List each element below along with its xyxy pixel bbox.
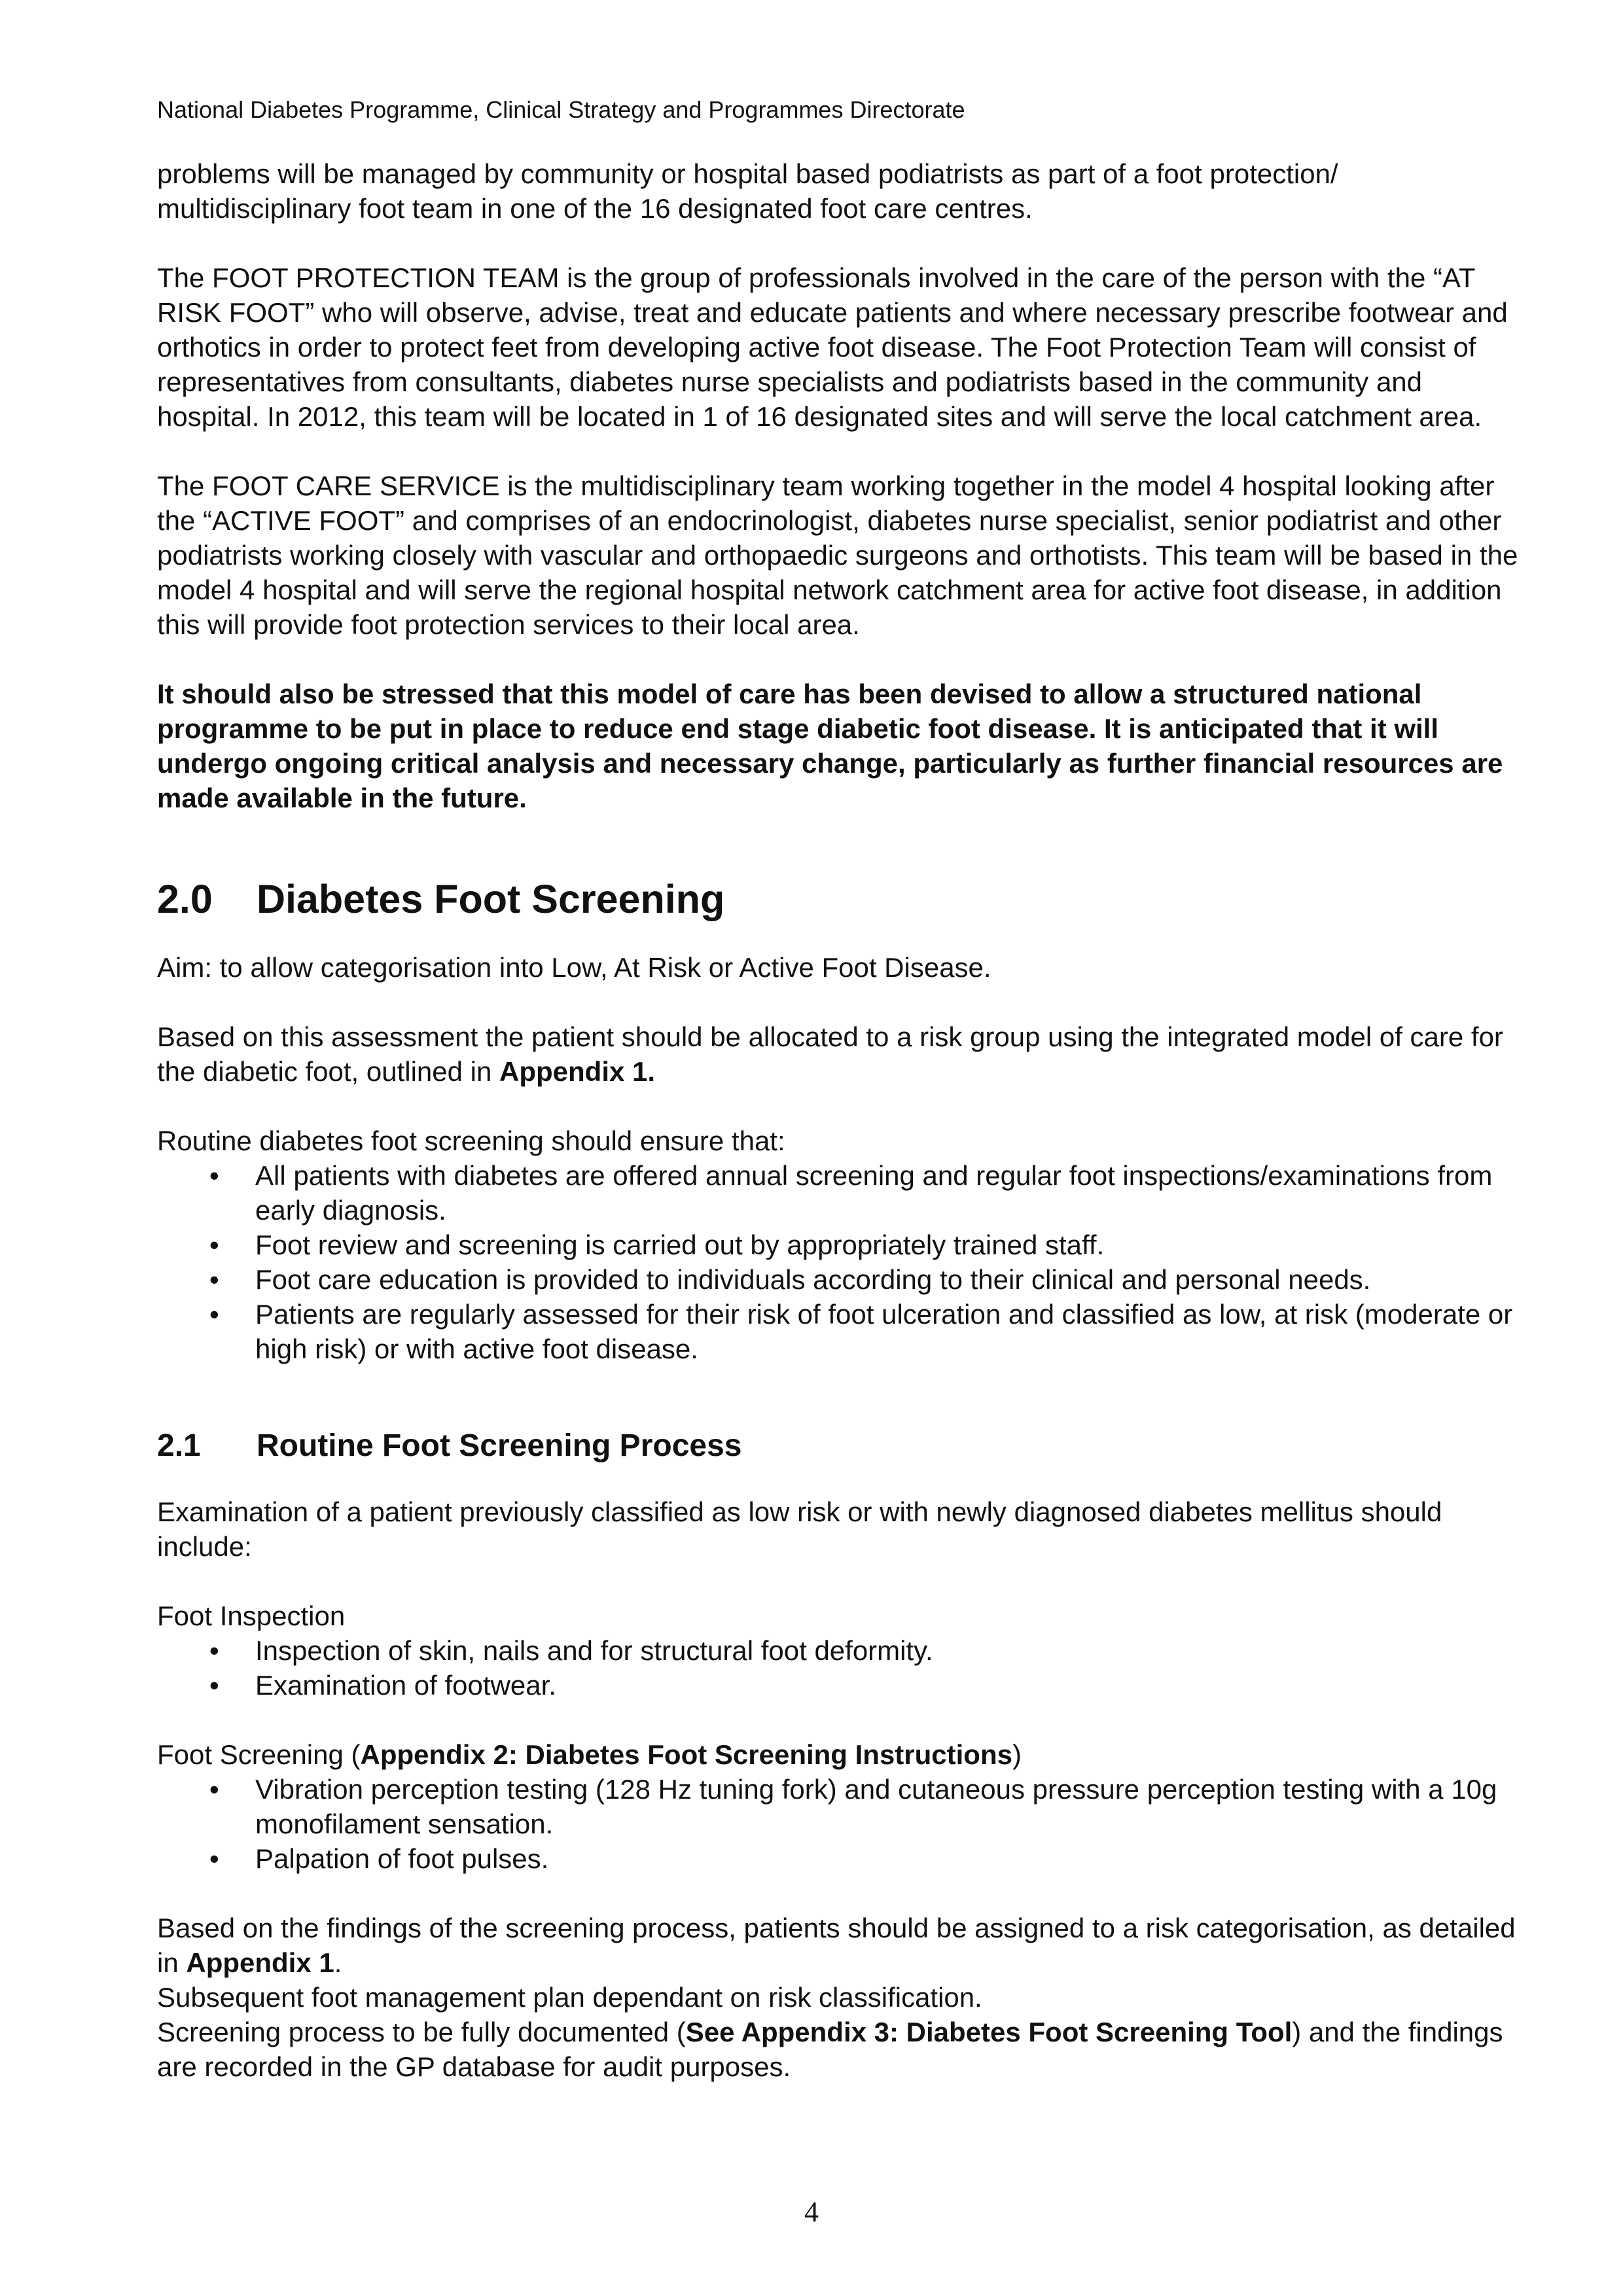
exam-intro-paragraph: Examination of a patient previously classified as low risk or with newly diagnosed diabetes mellitus should include: [157,1496,1442,1562]
list-item-text: All patients with diabetes are offered annual screening and regular foot inspections/examinations from early diagnosis. [255,1160,1493,1226]
section-2-heading [157,874,1531,924]
management-plan-line: Subsequent foot management plan dependant on risk classification. [157,1982,982,2013]
assessment-text: Based on this assessment the patient should be allocated to a risk group using the integrated model of care for the diabetic foot, outlined in [157,1021,1503,1087]
list-item-text: Patients are regularly assessed for their risk of foot ulceration and classified as low, at risk (moderate or high risk) or with active foot disease. [255,1299,1513,1364]
findings-text: Based on the findings of the screening process, patients should be assigned to a risk categorisation, as detailed in [157,1913,1516,1978]
documentation-prefix: Screening process to be fully documented ( [157,2017,686,2047]
appendix-1-reference: Appendix 1 [186,1947,334,1978]
list-item-text: Foot care education is provided to individuals according to their clinical and personal needs. [255,1264,1371,1295]
intro-paragraph: problems will be managed by community or hospital based podiatrists as part of a foot protection/ multidisciplinary foot team in one of the 16 designated foot care centres. [157,158,1338,224]
stress-note-text: It should also be stressed that this model of care has been devised to allow a structured national programme to be put in place to reduce end stage diabetic foot disease. It is anticipated that it will undergo ongoing critical analysis and necessary change, particularly as further financial resources are made available in the future. [157,679,1503,813]
list-item-text: Vibration perception testing (128 Hz tuning fork) and cutaneous pressure perception testing with a 10g monofilament sensation. [255,1774,1497,1839]
foot-care-service-paragraph: The FOOT CARE SERVICE is the multidisciplinary team working together in the model 4 hospital looking after the “ACTIVE FOOT” and comprises of an endocrinologist, diabetes nurse specialist, senior podiatrist and other podiatrists working closely with vascular and orthopaedic surgeons and orthotists. This team will be based in the model 4 hospital and will serve the regional hospital network catchment area for active foot disease, in addition this will provide foot protection services to their local area. [157,470,1518,640]
documentation-suffix: ) and the findings are recorded in the GP database for audit purposes. [157,2017,1503,2082]
foot-screening-suffix: ) [1012,1739,1022,1770]
list-item [157,1297,1531,1366]
page-content [157,95,1531,2084]
findings-end: . [334,1947,342,1978]
documentation-paragraph [157,2015,1531,2084]
bullet-icon: • [209,1299,219,1330]
list-item-text: Foot review and screening is carried out by appropriately trained staff. [255,1229,1105,1260]
list-item [157,1633,1531,1668]
list-item [157,1227,1531,1262]
routine-intro: Routine diabetes foot screening should ensure that: [157,1125,785,1156]
appendix-3-reference: See Appendix 3: Diabetes Foot Screening Tool [685,2017,1293,2047]
appendix-1-reference: Appendix 1. [499,1056,656,1087]
list-item [157,1262,1531,1297]
routine-bullet-list [157,1158,1531,1366]
list-item-text: Inspection of skin, nails and for structural foot deformity. [255,1635,933,1666]
assessment-paragraph [157,1019,1531,1089]
bullet-icon: • [209,1635,219,1666]
foot-inspection-heading: Foot Inspection [157,1600,346,1631]
screening-bullet-list [157,1772,1531,1876]
inspection-bullet-list [157,1633,1531,1703]
section-2-1-title: Routine Foot Screening Process [257,1428,742,1463]
list-item-text: Examination of footwear. [255,1670,556,1701]
appendix-2-reference: Appendix 2: Diabetes Foot Screening Instructions [360,1739,1012,1770]
foot-screening-prefix: Foot Screening ( [157,1739,361,1770]
section-2-number: 2.0 [157,877,213,921]
bullet-icon: • [209,1264,219,1295]
aim-paragraph: Aim: to allow categorisation into Low, At Risk or Active Foot Disease. [157,952,991,983]
list-item [157,1841,1531,1876]
bullet-icon: • [209,1670,219,1701]
list-item [157,1158,1531,1227]
bullet-icon: • [209,1843,219,1874]
running-header: National Diabetes Programme, Clinical Strategy and Programmes Directorate [157,96,965,123]
foot-protection-team-paragraph: The FOOT PROTECTION TEAM is the group of professionals involved in the care of the person with the “AT RISK FOOT” who will observe, advise, treat and educate patients and where necessary prescribe footwear and orthotics in order to protect feet from developing active foot disease. The Foot Protection Team will consist of representatives from consultants, diabetes nurse specialists and podiatrists based in the community and hospital. In 2012, this team will be located in 1 of 16 designated sites and will serve the local catchment area. [157,262,1508,432]
findings-paragraph [157,1911,1531,1980]
bullet-icon: • [209,1774,219,1805]
list-item-text: Palpation of foot pulses. [255,1843,549,1874]
list-item [157,1772,1531,1841]
page-number: 4 [804,2196,819,2228]
foot-screening-heading [157,1737,1531,1772]
section-2-title: Diabetes Foot Screening [257,877,725,921]
list-item [157,1668,1531,1703]
bullet-icon: • [209,1160,219,1191]
section-2-1-number: 2.1 [157,1428,201,1463]
stress-note-paragraph [157,677,1531,815]
section-2-1-heading [157,1426,1531,1466]
bullet-icon: • [209,1229,219,1260]
